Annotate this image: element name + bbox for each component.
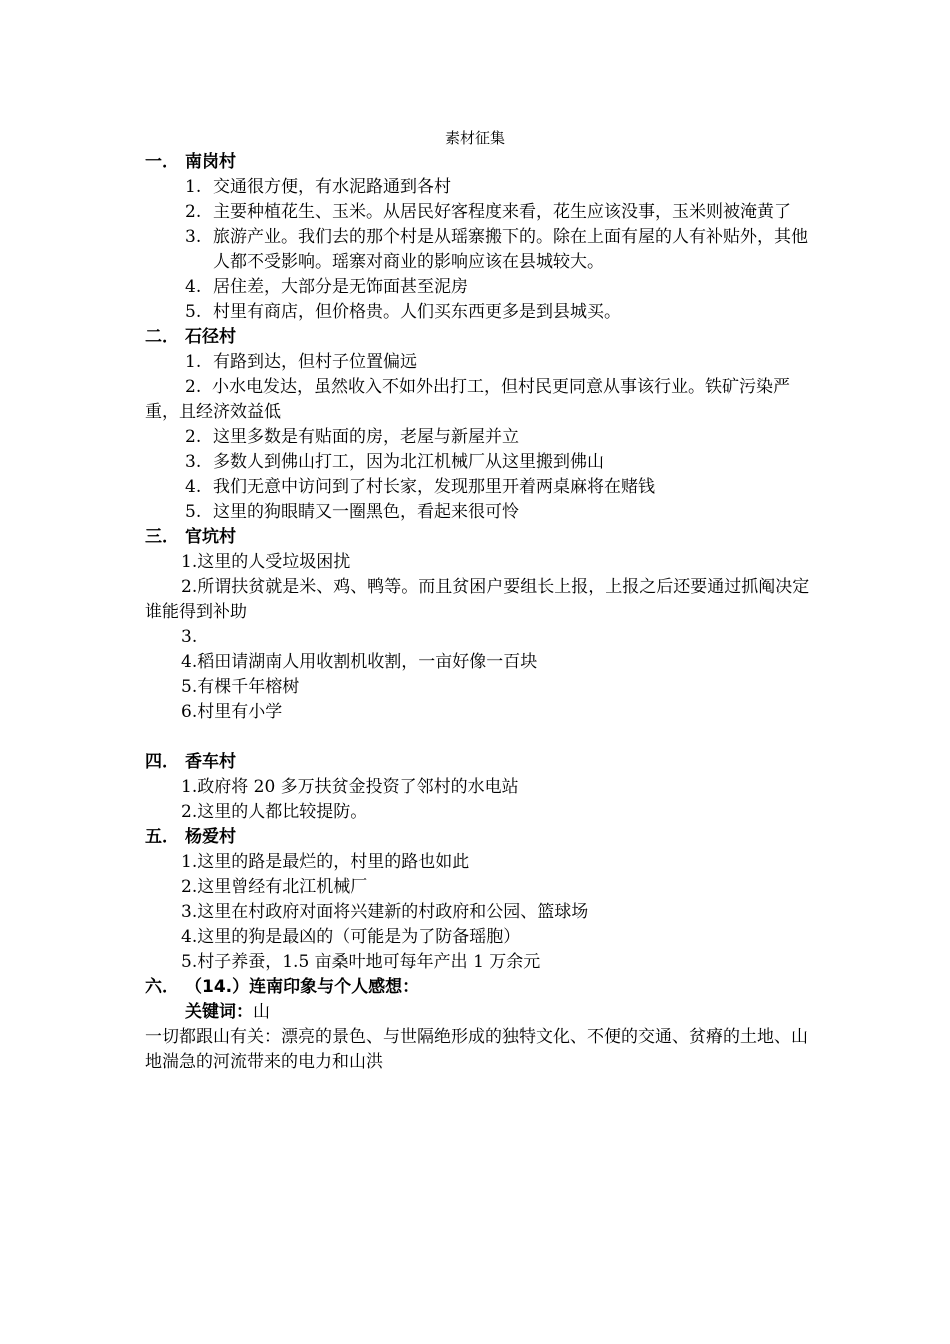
list-item: 4.稻田请湖南人用收割机收割，一亩好像一百块 [181,652,538,672]
blank-line [145,725,810,750]
section-heading-yangai [145,825,810,850]
section-title: 香车村 [185,752,236,772]
list-item: 2. 这里多数是有贴面的房，老屋与新屋并立 [185,427,519,447]
section-number: 一． [145,152,179,172]
section-title: 南岗村 [185,152,236,172]
keyword-line [145,1000,810,1025]
list-item: 5. 这里的狗眼睛又一圈黑色，看起来很可怜 [185,502,519,522]
list-item: 3. 多数人到佛山打工，因为北江机械厂从这里搬到佛山 [185,452,604,472]
section-number: 四． [145,752,179,772]
document-title: 素材征集 [444,129,505,147]
list-item: 3. [181,627,198,647]
list-item: 1. 有路到达，但村子位置偏远 [185,352,417,372]
list-item: 6.村里有小学 [181,702,283,722]
section-heading-shijing [145,325,810,350]
list-item: 5. 村里有商店，但价格贵。人们买东西更多是到县城买。 [185,302,621,322]
section-title: 杨爱村 [185,827,236,847]
document-body [145,150,810,1075]
list-item: 3. 旅游产业。我们去的那个村是从瑶寨搬下的。除在上面有屋的人有补贴外，其他人都不受影响。瑶寨对商业的影响应该在县城较大。 [185,227,808,272]
list-item: 2. 主要种植花生、玉米。从居民好客程度来看，花生应该没事，玉米则被淹黄了 [185,202,791,222]
keyword-label: 关键词： [185,1002,253,1022]
list-item: 4.这里的狗是最凶的（可能是为了防备瑶胞） [181,927,521,947]
section-number: 五． [145,827,179,847]
section-number: 三． [145,527,179,547]
list-item: 2. 小水电发达，虽然收入不如外出打工，但村民更同意从事该行业。铁矿污染严重，且经济效益低 [145,377,791,422]
section-heading-guankeng [145,525,810,550]
list-item: 1.这里的路是最烂的，村里的路也如此 [181,852,470,872]
list-item: 1.这里的人受垃圾困扰 [181,552,351,572]
section-title: 石径村 [185,327,236,347]
list-item: 5.有棵千年榕树 [181,677,300,697]
list-item: 1. 交通很方便，有水泥路通到各村 [185,177,451,197]
section-heading-nangang [145,150,810,175]
list-item: 1.政府将 20 多万扶贫金投资了邻村的水电站 [181,777,519,797]
section-title: 官坑村 [185,527,236,547]
closing-paragraph: 一切都跟山有关：漂亮的景色、与世隔绝形成的独特文化、不便的交通、贫瘠的土地、山地湍急的河流带来的电力和山洪 [145,1027,808,1072]
section-heading-impressions [145,975,810,1000]
list-item: 2.这里曾经有北江机械厂 [181,877,368,897]
keyword-value: 山 [253,1002,270,1022]
list-item: 4. 居住差，大部分是无饰面甚至泥房 [185,277,468,297]
list-item: 5.村子养蚕，1.5 亩桑叶地可每年产出 1 万余元 [181,952,541,972]
list-item: 2.所谓扶贫就是米、鸡、鸭等。而且贫困户要组长上报，上报之后还要通过抓阄决定谁能得到补助 [145,577,810,622]
section-heading-xiangche [145,750,810,775]
section-title: （14.）连南印象与个人感想： [185,977,420,997]
list-item: 2.这里的人都比较提防。 [181,802,368,822]
section-number: 二． [145,327,179,347]
list-item: 4. 我们无意中访问到了村长家，发现那里开着两桌麻将在赌钱 [185,477,655,497]
section-number: 六． [145,977,179,997]
list-item: 3.这里在村政府对面将兴建新的村政府和公园、篮球场 [181,902,589,922]
